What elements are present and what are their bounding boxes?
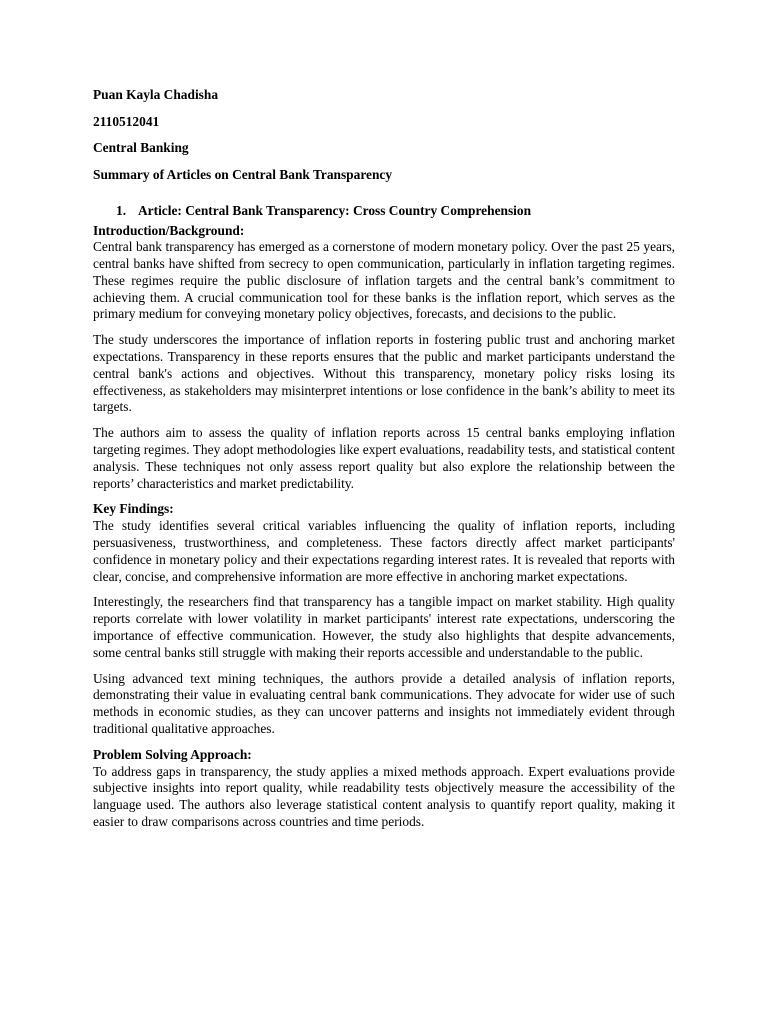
approach-heading: Problem Solving Approach: (93, 746, 252, 762)
article-heading (93, 202, 675, 220)
document-body (93, 86, 675, 840)
findings-paragraph-1: The study identifies several critical variables influencing the quality of inflation reports, including persuasiveness, trustworthiness, and completeness. These factors directly affect market participants' confidence in monetary policy and their expectations regarding interest rates. It is revealed that reports with clear, concise, and comprehensive information are more effective in anchoring market expectations. (93, 518, 675, 584)
intro-paragraph-2: The study underscores the importance of inflation reports in fostering public trust and anchoring market expectations. Transparency in these reports ensures that the public and market participants understand the central bank's actions and objectives. Without this transparency, monetary policy risks losing its effectiveness, as stakeholders may misinterpret intentions or lose confidence in the bank’s ability to meet its targets. (93, 332, 675, 415)
student-id: 2110512041 (93, 113, 160, 129)
author-name: Puan Kayla Chadisha (93, 87, 219, 102)
findings-paragraph-3: Using advanced text mining techniques, the authors provide a detailed analysis of inflation reports, demonstrating their value in evaluating central bank communications. They advocate for wider use of such methods in economic studies, as they can uncover patterns and insights not immediately evident through traditional qualitative approaches. (93, 670, 675, 737)
document-title: Summary of Articles on Central Bank Transparency (93, 166, 393, 182)
intro-paragraph-3: The authors aim to assess the quality of inflation reports across 15 central banks employing inflation targeting regimes. They adopt methodologies like expert evaluations, readability tests, and statistical content analysis. These techniques not only assess report quality but also explore the relationship between the reports’ characteristics and market predictability. (93, 425, 675, 491)
findings-paragraph-2: Interestingly, the researchers find that transparency has a tangible impact on market stability. High quality reports correlate with lower volatility in market participants' interest rate expectations, underscoring the importance of effective communication. However, the study also highlights that despite advancements, some central banks still struggle with making their reports accessible and understandable to the public. (93, 594, 675, 660)
article-number: 1. (116, 202, 127, 218)
course-name: Central Banking (93, 140, 189, 155)
intro-paragraph-1: Central bank transparency has emerged as a cornerstone of modern monetary policy. Over the past 25 years, central banks have shifted from secrecy to open communication, particularly in inflation targeting regimes. These regimes require the public disclosure of inflation targets and the central bank’s commitment to achieving them. A crucial communication tool for these banks is the inflation report, which serves as the primary medium for conveying monetary policy objectives, forecasts, and decisions to the public. (93, 239, 675, 322)
findings-heading: Key Findings: (93, 501, 174, 517)
approach-paragraph-1: To address gaps in transparency, the study applies a mixed methods approach. Expert evaluations provide subjective insights into report quality, while readability tests objectively measure the accessibility of the language used. The authors also leverage statistical content analysis to quantify report quality, making it easier to draw comparisons across countries and time periods. (93, 763, 675, 829)
article-title: Article: Central Bank Transparency: Cross Country Comprehension (138, 202, 532, 218)
intro-heading: Introduction/Background: (93, 222, 245, 238)
